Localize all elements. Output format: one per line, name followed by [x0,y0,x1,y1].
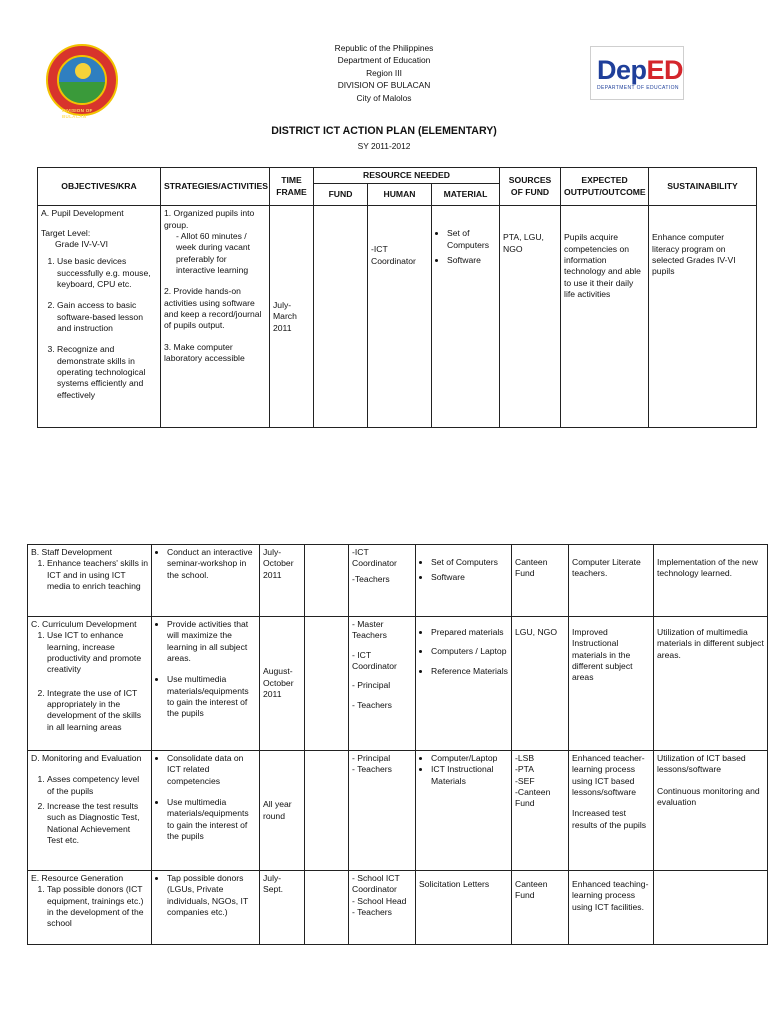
objective-title: A. Pupil Development [41,208,124,219]
material-item: • Set of Computers [447,228,496,251]
strategy-item: 1. Organized pupils into group. [164,208,255,230]
cell-time-frame: July-March 2011 [270,206,314,428]
expected-item: Improved Instructional materials in the different subject areas [572,627,633,683]
cell-fund [305,871,349,945]
material-item: Solicitation Letters [419,879,490,889]
letterhead-line: Department of Education [337,55,431,66]
cell-material [416,545,512,617]
cell-fund [305,617,349,751]
cell-objectives [28,617,152,751]
cell-strategies [152,617,260,751]
human-item: - Teachers [352,699,392,710]
table-row-monitoring-evaluation [28,751,768,871]
cell-strategies [161,206,270,428]
material-item: • Software [431,572,508,583]
strategy-item: • Provide activities that will maximize the learning in all subject areas. [167,619,256,664]
cell-sources [512,871,569,945]
material-item: • Set of Computers [431,557,508,568]
strategy-item: • Use multimedia materials/equipments to gain the interest of the pupils [167,674,256,719]
header-human: HUMAN [368,184,432,206]
cell-objectives [28,545,152,617]
cell-human [349,545,416,617]
header-time-frame: TIME FRAME [270,168,314,206]
header-objectives: OBJECTIVES/KRA [38,168,161,206]
cell-sustainability [649,206,757,428]
material-item: • ICT Instructional Materials [431,764,508,787]
objective-item: 2. Integrate the use of ICT appropriately in the development of the skills in all learning areas [47,688,148,733]
cell-time-frame: July-October 2011 [260,545,305,617]
letterhead-line: Republic of the Philippines [334,43,434,53]
seal-sun-shape [75,63,91,79]
expected-item: Increased test results of the pupils [572,808,647,830]
strategy-item: • Consolidate data on ICT related competencies [167,753,256,787]
header-expected-output: EXPECTED OUTPUT/OUTCOME [561,168,649,206]
header-strategies: STRATEGIES/ACTIVITIES [161,168,270,206]
sources-item: -LSB [515,753,535,763]
cell-expected [569,751,654,871]
letterhead [250,42,518,104]
objective-title: C. Curriculum Development [31,619,137,629]
sources-item: LGU, NGO [515,627,558,637]
human-item: - School ICT Coordinator [352,873,400,895]
human-item: - Teachers [352,764,392,775]
action-plan-table-bottom [27,544,768,945]
objective-item: 1. Use ICT to enhance learning, increase productivity and promote creativity [47,630,148,675]
expected-item: Enhanced teaching-learning process using ICT facilities. [572,879,649,912]
sources-item: Canteen Fund [515,879,548,901]
strategy-item: 3. Make computer laboratory accessible [164,341,245,364]
cell-sustainability [654,751,768,871]
human-item: - Principal [352,753,391,763]
strategy-item: • Conduct an interactive seminar-workshop in the school. [167,547,256,581]
cell-material [416,617,512,751]
target-value: Grade IV-V-VI [55,239,109,250]
cell-human [349,751,416,871]
school-year: SY 2011-2012 [357,141,411,151]
human-item: -ICT Coordinator [352,547,397,569]
human-item: -Teachers [352,573,390,584]
human-item: - Teachers [352,907,392,918]
objective-item: 1. Asses competency level of the pupils [47,774,148,797]
objective-title: E. Resource Generation [31,873,124,883]
table-row-resource-generation [28,871,768,945]
strategy-subitem-text: Allot 60 minutes / week during vacant preferably for interactive learning [176,231,251,276]
header-fund: FUND [314,184,368,206]
cell-sustainability [654,617,768,751]
cell-strategies [152,871,260,945]
seal-land-shape [59,82,105,103]
cell-sustainability [654,871,768,945]
letterhead-line: Region III [366,67,402,78]
cell-objectives [28,751,152,871]
sources-item: -Canteen Fund [515,787,551,809]
deped-logo-subtitle: DEPARTMENT OF EDUCATION [597,85,679,91]
header-material: MATERIAL [432,184,500,206]
cell-strategies [152,751,260,871]
header-resource-needed: RESOURCE NEEDED [314,168,500,184]
objective-item: 1. Enhance teachers' skills in ICT and in using ICT media to enrich teaching [47,558,148,592]
cell-human [349,871,416,945]
cell-human [349,617,416,751]
cell-expected [569,617,654,751]
document-title: DISTRICT ICT ACTION PLAN (ELEMENTARY) [271,125,497,137]
expected-item: Computer Literate teachers. [572,557,641,579]
human-item: -ICT Coordinator [371,244,416,266]
cell-material [416,871,512,945]
human-item: - Master Teachers [352,619,387,641]
division-seal-logo [46,44,118,119]
objective-item: 2. Gain access to basic software-based lesson and instruction [57,300,157,334]
header-sustainability: SUSTAINABILITY [649,168,757,206]
cell-sources [512,545,569,617]
strategy-subitem: - Allot 60 minutes / week during vacant preferably for interactive learning [176,231,251,276]
cell-expected [569,871,654,945]
letterhead-line: City of Malolos [356,92,412,103]
human-item: - School Head [352,895,407,906]
expected-item: Pupils acquire competencies on information technology and able to use it their daily life activities [564,232,641,300]
cell-time-frame: July-Sept. [260,871,305,945]
strategy-item: • Tap possible donors (LGUs, Private individuals, NGOs, IT companies etc.) [167,873,256,918]
human-item: - Principal [352,680,391,691]
cell-fund [305,751,349,871]
material-item: • Reference Materials [431,666,508,677]
cell-sources [500,206,561,428]
cell-sources [512,751,569,871]
cell-human [368,206,432,428]
material-item: • Computer/Laptop [431,753,508,764]
cell-time-frame: August-October 2011 [260,617,305,751]
objective-item: 2. Increase the test results such as Diagnostic Test, National Achievement Test etc. [47,801,148,846]
deped-logo-wordmark [597,53,683,89]
strategy-item: 2. Provide hands-on activities using software and keep a record/journal of pupils output. [164,286,262,331]
action-plan-table-top [37,167,757,428]
target-label: Target Level: [41,227,91,238]
cell-material [416,751,512,871]
sources-item: -PTA [515,764,534,775]
header-sources-of-fund: SOURCES OF FUND [500,168,561,206]
human-item: - ICT Coordinator [352,649,397,672]
deped-logo-ed: ED [646,55,684,85]
sustainability-item: Enhance computer literacy program on selected Grades IV-VI pupils [652,232,736,277]
objective-item: 1. Tap possible donors (ICT equipment, trainings etc.) in the development of the school [47,884,148,929]
objective-title: D. Monitoring and Evaluation [31,753,142,763]
cell-sources [512,617,569,751]
cell-expected [569,545,654,617]
sustainability-item: Implementation of the new technology learned. [657,557,758,579]
objective-item: 3. Recognize and demonstrate skills in operating technological systems efficiently and effectively [57,344,157,401]
sustainability-item: Continuous monitoring and evaluation [657,785,760,808]
objective-item: 1. Use basic devices successfully e.g. mouse, keyboard, CPU etc. [57,256,157,290]
cell-objectives [38,206,161,428]
material-item: • Computers / Laptop [431,646,508,657]
material-item: • Software [447,255,496,266]
cell-time-frame: All year round [260,751,305,871]
cell-objectives [28,871,152,945]
cell-material [432,206,500,428]
sustainability-item: Utilization of ICT based lessons/software [657,753,746,775]
cell-fund [314,206,368,428]
seal-ring-text: DIVISION OF BULACAN [62,108,93,119]
cell-strategies [152,545,260,617]
material-item: • Prepared materials [431,627,508,638]
table-row-pupil-development [38,206,757,428]
expected-item: Enhanced teacher-learning process using ICT based lessons/software [572,753,645,798]
sources-item: Canteen Fund [515,557,548,579]
table-row-staff-development [28,545,768,617]
seal-emblem [57,55,107,105]
deped-logo-text [597,55,683,85]
cell-expected [561,206,649,428]
sources-item: -SEF [515,775,535,786]
sustainability-item: Utilization of multimedia materials in different subject areas. [657,627,764,660]
sources-item: PTA, LGU, NGO [503,232,544,254]
strategy-item: • Use multimedia materials/equipments to gain the interest of the pupils [167,797,256,842]
letterhead-line: DIVISION OF BULACAN [337,80,431,91]
table-row-curriculum-development [28,617,768,751]
deped-logo-dep: Dep [597,55,647,85]
deped-logo [590,46,684,100]
cell-sustainability [654,545,768,617]
cell-fund [305,545,349,617]
objective-title: B. Staff Development [31,547,113,557]
